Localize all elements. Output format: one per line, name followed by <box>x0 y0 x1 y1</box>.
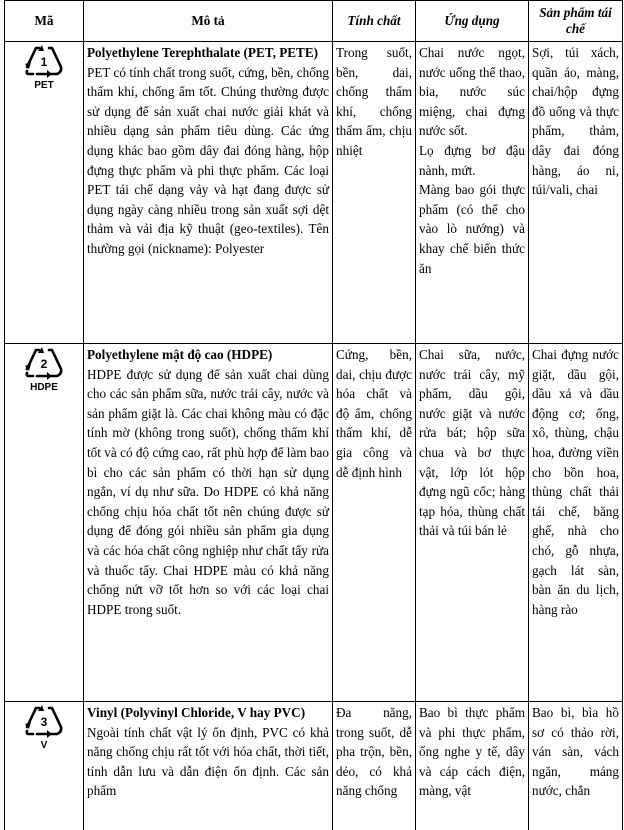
code-cell <box>5 702 84 830</box>
header-properties: Tính chất <box>333 1 416 42</box>
properties-cell: Cứng, bền, dai, chịu được hóa chất và độ ẩm, chống thấm khí, dễ gia công và dễ định hình <box>333 344 416 702</box>
applications-cell <box>416 344 529 702</box>
resin-description: HDPE được sử dụng để sản xuất chai dùng cho các sản phẩm sữa, nước trái cây, nước và sản phẩm giặt là. Các chai không màu có đặc tính mờ (không trong suốt), chống thấm khí tốt và có độ cứng cao, rất phù hợp để làm bao bì cho các sản phẩm có thời hạn sử dụng ngắn, ví dụ như sữa. Do HDPE có khả năng chống chịu hóa chất tốt nên chúng được sử dụng để đóng gói nhiều sản phẩm gia dụng và các hóa chất công nghiệp như chất tẩy rửa và thuốc tẩy. Chai HDPE màu có khả năng chống nứt vỡ tốt hơn so với các loại chai HDPE trong suốt. <box>87 366 329 617</box>
resin-title: Vinyl (Polyvinyl Chloride, V hay PVC) <box>87 705 306 720</box>
application-item: Màng bao gói thực phẩm (có thể cho vào lò nướng) và khay chế biến thức ăn <box>419 182 525 276</box>
resin-description: Ngoài tính chất vật lý ổn định, PVC có khả năng chống chịu rất tốt với hóa chất, thời tiết, tính dẫn lưu và dẫn điện ổn định. Các sản phẩm <box>87 724 329 799</box>
recycled-cell: Sợi, túi xách, quần áo, màng, chai/hộp đựng đồ uống và thực phẩm, thảm, dây đai đóng hàng, áo ni, túi/vali, chai <box>529 42 623 344</box>
svg-text:3: 3 <box>40 715 48 729</box>
description-cell <box>84 344 333 702</box>
code-label: V <box>40 740 48 751</box>
header-description: Mô tả <box>84 1 333 42</box>
recycled-cell: Chai đựng nước giặt, dầu gội, dầu xả và dầu động cơ; ống, xô, thùng, chậu hoa, đường viền cho bồn hoa, thùng chất thải tái chế, băng ghế, nhà cho chó, gỗ nhựa, gạch lát sàn, bàn ăn du lịch, hàng rào <box>529 344 623 702</box>
code-cell <box>5 344 84 702</box>
recycled-cell: Bao bì, bìa hồ sơ có thảo rời, ván sàn, vách ngăn, máng nước, chắn <box>529 702 623 830</box>
recycle-triangle-icon <box>24 345 64 381</box>
application-item: Bao bì thực phẩm và phi thực phẩm, ống nghe y tế, dây và cáp cách điện, màng, vật <box>419 705 525 799</box>
svg-text:2: 2 <box>40 357 48 371</box>
svg-text:1: 1 <box>40 55 48 69</box>
table-row-vinyl <box>5 702 623 830</box>
application-item: Lọ đựng bơ đậu nành, mứt. <box>419 142 525 178</box>
code-cell <box>5 42 84 344</box>
recycle-triangle-icon <box>24 43 64 79</box>
resin-description: PET có tính chất trong suốt, cứng, bền, chống thấm khí, chống ẩm tốt. Chúng thường được sử dụng để sản xuất chai nước giải khát và nhiều dạng sản phẩm tiêu dùng. Các ứng dụng khác bao gồm dây đai đóng hàng, hộp đựng thực phẩm và phi thực phẩm. Các loại PET tái chế dạng vảy và hạt đang được sử dụng ngày càng nhiều trong sản xuất sợi dệt thảm và vải địa kỹ thuật (geo-textiles). Tên thường gọi (nickname): Polyester <box>87 64 329 256</box>
header-applications: Ứng dụng <box>416 1 529 42</box>
applications-cell <box>416 702 529 830</box>
applications-cell <box>416 42 529 344</box>
code-label: PET <box>34 80 54 91</box>
description-cell <box>84 42 333 344</box>
application-item: Chai nước ngọt, nước uống thể thao, bia, nước súc miệng, chai đựng nước sốt. <box>419 45 525 139</box>
table-row-pet <box>5 42 623 344</box>
header-recycled: Sản phẩm tái chế <box>529 1 623 42</box>
recycle-triangle-icon <box>24 703 64 739</box>
application-item: Chai sữa, nước, nước trái cây, mỹ phẩm, dầu gội, nước giặt và nước rửa bát; hộp sữa chua và bơ thực vật, lớp lót hộp đựng ngũ cốc; hàng tạp hóa, thùng chất thải và túi bán lẻ <box>419 347 525 539</box>
table-header-row <box>5 1 623 42</box>
plastic-codes-table <box>4 0 623 830</box>
resin-title: Polyethylene mật độ cao (HDPE) <box>87 347 273 362</box>
resin-title: Polyethylene Terephthalate (PET, PETE) <box>87 45 319 60</box>
properties-cell: Trong suốt, bền, dai, chống thấm khí, chống thấm ẩm, chịu nhiệt <box>333 42 416 344</box>
properties-cell: Đa năng, trong suốt, dễ pha trộn, bền, dẻo, có khả năng chống <box>333 702 416 830</box>
header-code: Mã <box>5 1 84 42</box>
table-row-hdpe <box>5 344 623 702</box>
description-cell <box>84 702 333 830</box>
code-label: HDPE <box>30 382 58 393</box>
